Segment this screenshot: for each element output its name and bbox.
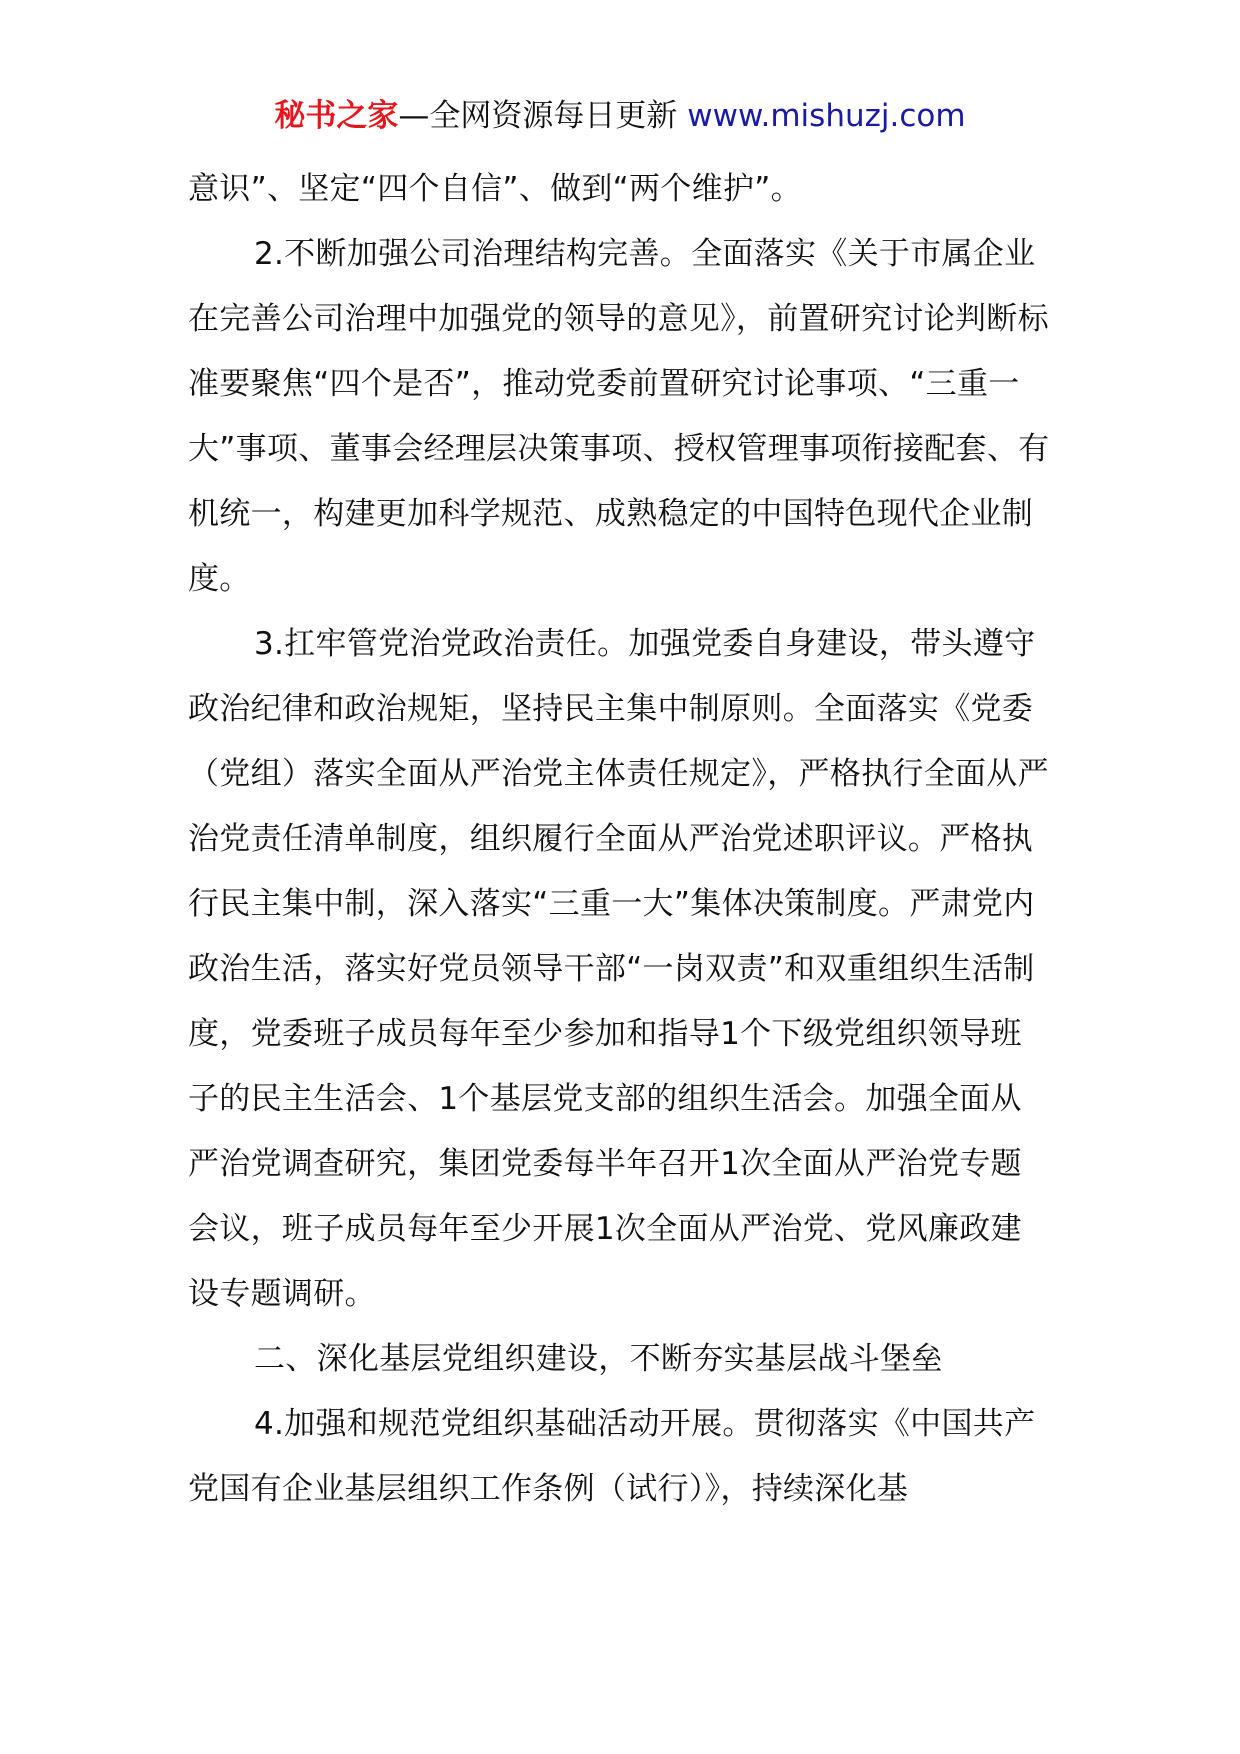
site-slogan: —全网资源每日更新 [398,98,678,134]
site-header [0,96,1240,136]
paragraph-item-2: 2.不断加强公司治理结构完善。全面落实《关于市属企业在完善公司治理中加强党的领导的意见》，前置研究讨论判断标准要聚焦“四个是否”，推动党委前置研究讨论事项、“三重一大”事项、董事会经理层决策事项、授权管理事项衔接配套、有机统一，构建更加科学规范、成熟稳定的中国特色现代企业制度。 [188,236,1050,597]
paragraph-continuation: 意识”、坚定“四个自信”、做到“两个维护”。 [188,171,802,207]
paragraph-item-3: 3.扛牢管党治党政治责任。加强党委自身建设，带头遵守政治纪律和政治规矩，坚持民主集中制原则。全面落实《党委（党组）落实全面从严治党主体责任规定》，严格执行全面从严治党责任清单制度，组织履行全面从严治党述职评议。严格执行民主集中制，深入落实“三重一大”集体决策制度。严肃党内政治生活，落实好党员领导干部“一岗双责”和双重组织生活制度，党委班子成员每年至少参加和指导1个下级党组织领导班子的民主生活会、1个基层党支部的组织生活会。加强全面从严治党调查研究，集团党委每半年召开1次全面从严治党专题会议，班子成员每年至少开展1次全面从严治党、党风廉政建设专题调研。 [188,626,1049,1312]
paragraph-item-4: 4.加强和规范党组织基础活动开展。贯彻落实《中国共产党国有企业基层组织工作条例（试行）》，持续深化基 [188,1406,1036,1507]
section-heading-2: 二、深化基层党组织建设，不断夯实基层战斗堡垒 [254,1341,943,1377]
site-url-link[interactable]: www.mishuzj.com [687,98,966,134]
document-body [188,157,1052,1522]
site-brand: 秘书之家 [274,98,399,134]
